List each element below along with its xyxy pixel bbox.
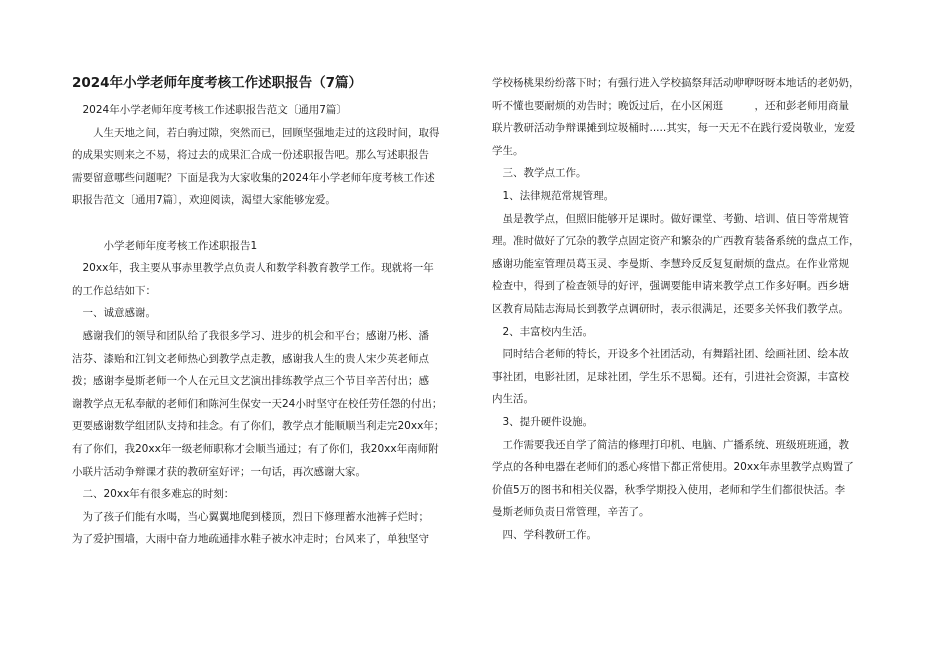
- text-line: 拨；感谢李曼斯老师一个人在元旦文艺演出排练教学点三个节目辛苦付出；感: [72, 375, 429, 388]
- text-line: 2024年小学老师年度考核工作述职报告范文〔通用7篇〕: [72, 104, 347, 116]
- text-line: 的成果实则来之不易，将过去的成果汇合成一份述职报告吧。那么写述职报告: [72, 149, 429, 162]
- text-line: 二、20xx年有很多难忘的时刻：: [72, 488, 235, 501]
- text-line: 感谢我们的领导和团队给了我很多学习、进步的机会和平台；感谢乃彬、潘: [72, 329, 429, 342]
- text-line: 价值5万的图书和相关仪器，秋季学期投入使用，老师和学生们都很快活。李: [492, 483, 846, 496]
- text-line: 1、法律规范常规管理。: [492, 189, 615, 202]
- text-line: 学点的各种电器在老师们的悉心疼惜下都正常使用。20xx年赤里教学点购置了: [492, 461, 854, 474]
- text-line: 虽是教学点，但照旧能够开足课时。做好课堂、考勤、培训、值日等常规管: [492, 212, 849, 225]
- text-line: 职报告范文〔通用7篇〕，欢迎阅读，渴望大家能够宠爱。: [72, 194, 336, 207]
- text-line: 一、诚意感谢。: [72, 307, 156, 320]
- text-line: 区教育局陆志海局长到教学点调研时，表示很满足，还要多关怀我们教学点。: [492, 302, 849, 315]
- text-line: 检查中，得到了检查领导的好评，强调要能申请来教学点工作多好啊。西乡塘: [492, 280, 849, 293]
- right-column-text: [492, 72, 890, 546]
- text-line: 2、丰富校内生活。: [492, 325, 594, 338]
- text-line: 学生。: [492, 144, 524, 157]
- text-line: 的工作总结如下：: [72, 284, 156, 297]
- text-line: 理。准时做好了冗杂的教学点固定资产和繁杂的广西教育装备系统的盘点工作，: [492, 235, 860, 248]
- text-line: 三、教学点工作。: [492, 167, 587, 180]
- blank-line: [72, 212, 468, 235]
- text-line: 20xx年，我主要从事赤里教学点负责人和数学科教育教学工作。现就将一年: [72, 262, 434, 275]
- text-line: 谢教学点无私奉献的老师们和陈河生保安一天24小时坚守在校任劳任怨的付出；: [72, 397, 443, 410]
- text-line: 四、学科教研工作。: [492, 528, 597, 541]
- text-line: 感谢功能室管理员葛玉灵、李曼斯、李慧玲反反复复耐烦的盘点。在作业常规: [492, 257, 849, 270]
- text-line: 联片教研活动争辩课摊到垃圾桶时.....其实，每一天无不在践行爱岗敬业，宠爱: [492, 122, 856, 135]
- left-column-text: [72, 99, 468, 551]
- text-line: 小联片活动争辩课才获的教研室好评；一句话，再次感谢大家。: [72, 465, 366, 478]
- left-column: [72, 74, 468, 551]
- text-line: 工作需要我还自学了简洁的修理打印机、电脑、广播系统、班级班班通，教: [492, 438, 849, 451]
- text-line: 人生天地之间，若白驹过隙，突然而已，回顾坚强地走过的这段时间，取得: [72, 126, 440, 139]
- text-line: 需要留意哪些问题呢？下面是我为大家收集的2024年小学老师年度考核工作述: [72, 171, 435, 184]
- text-line: 曼斯老师负责日常管理，辛苦了。: [492, 506, 650, 519]
- text-line: 同时结合老师的特长，开设多个社团活动，有舞蹈社团、绘画社团、绘本故: [492, 348, 849, 361]
- document-title: 2024年小学老师年度考核工作述职报告（7篇）: [72, 75, 362, 91]
- text-line: 更要感谢数学组团队支持和挂念。有了你们，教学点才能顺顺当利走完20xx年；: [72, 420, 445, 433]
- text-line: 为了爱护围墙，大雨中奋力地疏通排水鞋子被水冲走时；台风来了，单独坚守: [72, 533, 429, 546]
- text-line: 内生活。: [492, 393, 534, 406]
- text-line: 有了你们，我20xx年一级老师职称才会顺当通过；有了你们，我20xx年南师附: [72, 442, 439, 455]
- text-line: 小学老师年度考核工作述职报告1: [72, 239, 258, 252]
- text-line: 事社团，电影社团，足球社团，学生乐不思蜀。还有，引进社会资源，丰富校: [492, 370, 849, 383]
- text-line: 学校杨桃果纷纷落下时；有强行进入学校搞祭拜活动咿咿呀呀本地话的老奶奶，: [492, 77, 860, 89]
- text-line: 3、提升硬件设施。: [492, 415, 594, 428]
- right-column: [492, 72, 890, 546]
- text-line: 为了孩子们能有水喝，当心翼翼地爬到楼顶，烈日下修理蓄水池裤子烂时；: [72, 510, 429, 523]
- text-line: 听不懂也要耐烦的劝告时；晚饭过后，在小区闲逛 ，还和彭老师用商量: [492, 99, 849, 112]
- text-line: 洁芬、漆贻和江钊文老师热心到教学点走教，感谢我人生的贵人宋少英老师点: [72, 352, 429, 365]
